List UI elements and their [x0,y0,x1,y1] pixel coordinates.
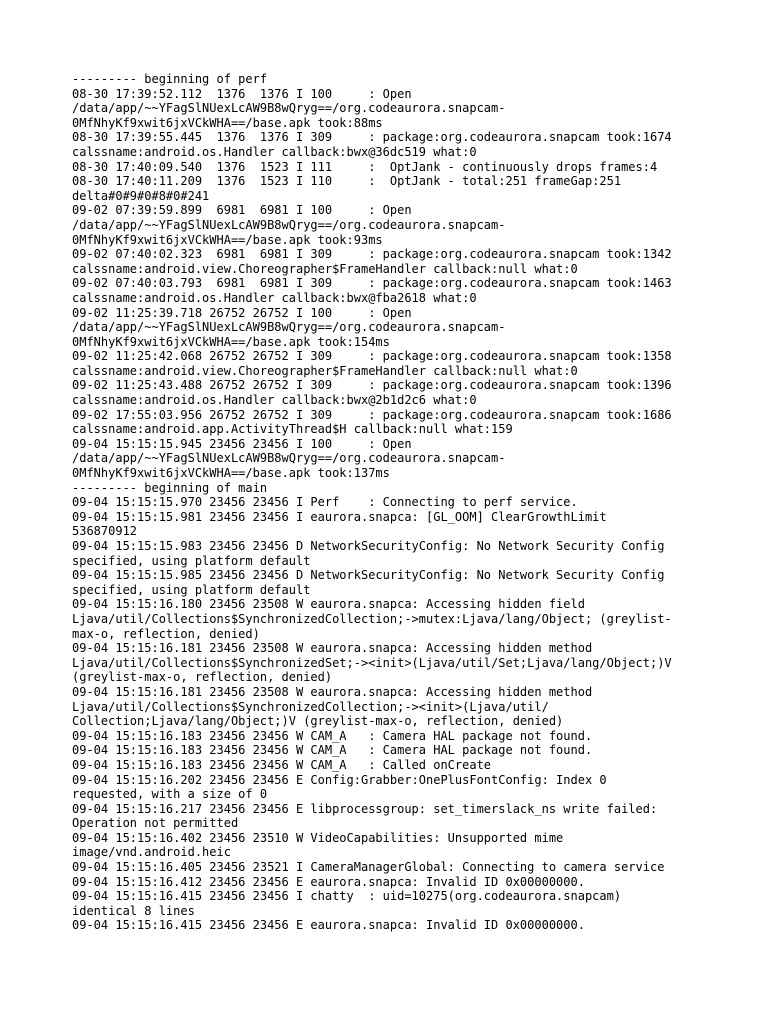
log-line: 09-04 15:15:16.402 23456 23510 W VideoCapabilities: Unsupported mime [72,830,564,845]
log-line: --------- beginning of main [72,480,268,495]
log-line: 09-04 15:15:15.970 23456 23456 I Perf : Connecting to perf service. [72,495,578,510]
log-line: 09-02 07:40:02.323 6981 6981 I 309 : package:org.codeaurora.snapcam took:1342 [72,247,672,262]
log-line: 09-04 15:15:16.181 23456 23508 W eaurora.snapca: Accessing hidden method [72,641,593,656]
log-line: 09-02 11:25:42.068 26752 26752 I 309 : package:org.codeaurora.snapcam took:1358 [72,349,672,364]
log-line: 09-04 15:15:15.983 23456 23456 D NetworkSecurityConfig: No Network Security Config [72,539,665,553]
log-line: calssname:android.os.Handler callback:bwx@2b1d2c6 what:0 [72,393,477,408]
log-line: 09-04 15:15:15.981 23456 23456 I eaurora.snapca: [GL_OOM] ClearGrowthLimit [72,509,607,524]
log-line: calssname:android.app.ActivityThread$H callback:null what:159 [72,422,513,437]
log-line: max-o, reflection, denied) [72,626,260,641]
log-line: 09-04 15:15:15.985 23456 23456 D NetworkSecurityConfig: No Network Security Config [72,568,665,583]
log-line: 09-04 15:15:16.217 23456 23456 E libprocessgroup: set_timerslack_ns write failed: [72,801,658,816]
log-line: 09-04 15:15:15.945 23456 23456 I 100 : Open [72,436,412,451]
log-line: /data/app/~~YFagSlNUexLcAW9B8wQryg==/org.codeaurora.snapcam- [72,217,506,232]
log-line: 09-04 15:15:16.415 23456 23456 I chatty : uid=10275(org.codeaurora.snapcam) [72,889,622,904]
log-line: calssname:android.view.Choreographer$FrameHandler callback:null what:0 [72,261,578,276]
log-line: Ljava/util/Collections$SynchronizedSet;-><init>(Ljava/util/Set;Ljava/lang/Object;)V [72,655,672,670]
log-line: 0MfNhyKf9xwit6jxVCkWHA==/base.apk took:93ms [72,232,383,247]
log-line: 09-04 15:15:16.183 23456 23456 W CAM_A : Camera HAL package not found. [72,728,593,743]
log-line: calssname:android.view.Choreographer$FrameHandler callback:null what:0 [72,363,578,378]
log-line: 09-04 15:15:16.180 23456 23508 W eaurora.snapca: Accessing hidden field [72,597,585,612]
log-document [72,72,712,933]
log-line: delta#0#9#0#8#0#241 [72,188,210,203]
log-line: image/vnd.android.heic [72,845,231,860]
log-line: --------- beginning of perf [72,72,268,86]
log-line: specified, using platform default [72,582,311,597]
log-line: 09-02 07:39:59.899 6981 6981 I 100 : Open [72,203,412,218]
log-line: Collection;Ljava/lang/Object;)V (greylist-max-o, reflection, denied) [72,714,564,729]
log-line: Ljava/util/Collections$SynchronizedCollection;-><init>(Ljava/util/ [72,699,549,714]
log-line: Operation not permitted [72,816,239,831]
log-line: /data/app/~~YFagSlNUexLcAW9B8wQryg==/org.codeaurora.snapcam- [72,451,506,466]
log-line: 09-04 15:15:16.181 23456 23508 W eaurora.snapca: Accessing hidden method [72,684,593,699]
log-line: 09-02 11:25:43.488 26752 26752 I 309 : package:org.codeaurora.snapcam took:1396 [72,378,672,393]
log-line: specified, using platform default [72,553,311,568]
log-line: /data/app/~~YFagSlNUexLcAW9B8wQryg==/org.codeaurora.snapcam- [72,320,506,335]
log-line: 09-04 15:15:16.183 23456 23456 W CAM_A : Camera HAL package not found. [72,743,593,758]
log-line: 09-02 11:25:39.718 26752 26752 I 100 : Open [72,305,412,320]
log-line: 09-04 15:15:16.183 23456 23456 W CAM_A : Called onCreate [72,757,492,772]
log-line: 09-04 15:15:16.202 23456 23456 E Config:Grabber:OnePlusFontConfig: Index 0 [72,772,607,787]
log-line: 0MfNhyKf9xwit6jxVCkWHA==/base.apk took:137ms [72,466,390,481]
log-line: 0MfNhyKf9xwit6jxVCkWHA==/base.apk took:154ms [72,334,390,349]
log-line: requested, with a size of 0 [72,787,268,802]
log-line: (greylist-max-o, reflection, denied) [72,670,333,685]
log-line: 536870912 [72,524,138,539]
log-line: 0MfNhyKf9xwit6jxVCkWHA==/base.apk took:88ms [72,115,383,130]
log-body [72,72,712,933]
log-line: /data/app/~~YFagSlNUexLcAW9B8wQryg==/org.codeaurora.snapcam- [72,101,506,116]
log-line: 09-04 15:15:16.412 23456 23456 E eaurora.snapca: Invalid ID 0x00000000. [72,874,585,889]
log-line: 08-30 17:39:55.445 1376 1376 I 309 : package:org.codeaurora.snapcam took:1674 [72,130,672,145]
log-line: calssname:android.os.Handler callback:bwx@fba2618 what:0 [72,290,477,305]
log-line: calssname:android.os.Handler callback:bwx@36dc519 what:0 [72,144,477,159]
log-line: 09-04 15:15:16.415 23456 23456 E eaurora.snapca: Invalid ID 0x00000000. [72,918,585,933]
log-line: 08-30 17:40:11.209 1376 1523 I 110 : OptJank - total:251 frameGap:251 [72,174,622,189]
log-line: 09-02 07:40:03.793 6981 6981 I 309 : package:org.codeaurora.snapcam took:1463 [72,276,672,291]
log-line: identical 8 lines [72,903,195,918]
log-line: 09-02 17:55:03.956 26752 26752 I 309 : package:org.codeaurora.snapcam took:1686 [72,407,672,422]
log-line: 08-30 17:40:09.540 1376 1523 I 111 : OptJank - continuously drops frames:4 [72,159,658,174]
log-line: 08-30 17:39:52.112 1376 1376 I 100 : Open [72,86,412,101]
log-line: Ljava/util/Collections$SynchronizedCollection;->mutex:Ljava/lang/Object; (greylist- [72,611,672,626]
log-line: 09-04 15:15:16.405 23456 23521 I CameraManagerGlobal: Connecting to camera service [72,860,665,875]
